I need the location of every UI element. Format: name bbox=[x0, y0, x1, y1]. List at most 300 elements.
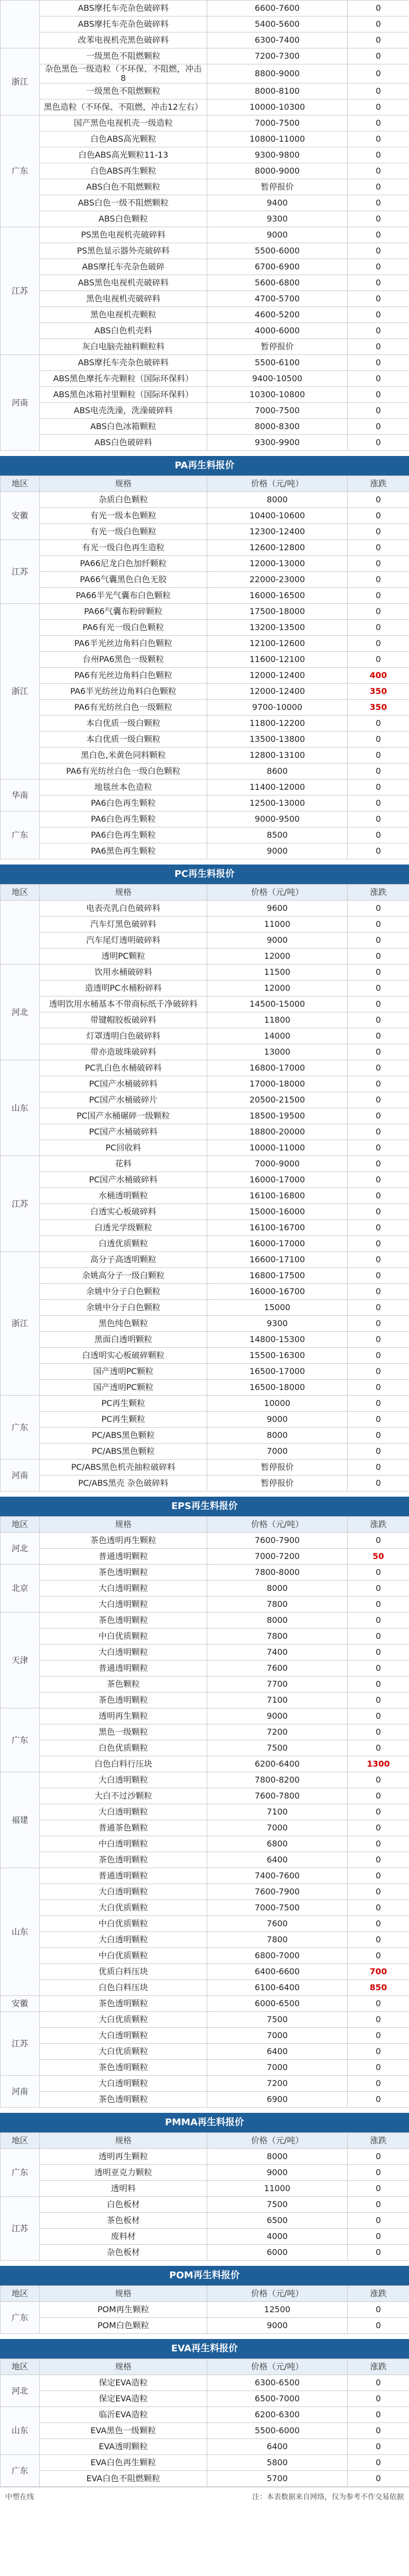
price-cell: 12500 bbox=[207, 2302, 348, 2318]
change-cell: 0 bbox=[348, 1444, 409, 1460]
price-table bbox=[0, 1516, 409, 2108]
price-section bbox=[0, 859, 409, 1492]
change-cell: 0 bbox=[348, 339, 409, 355]
table-row bbox=[1, 1884, 409, 1900]
table-row bbox=[1, 1660, 409, 1676]
price-cell: 7800 bbox=[207, 1932, 348, 1948]
spec-cell: 余姚中分子白色颗粒 bbox=[40, 1300, 207, 1316]
table-row bbox=[1, 2407, 409, 2423]
price-cell: 7600-7900 bbox=[207, 1884, 348, 1900]
spec-cell: 茶色透明颗粒 bbox=[40, 1852, 207, 1868]
spec-cell: 杂色板材 bbox=[40, 2245, 207, 2261]
spec-cell: 临沂EVA造粒 bbox=[40, 2407, 207, 2423]
change-cell: 0 bbox=[348, 2012, 409, 2028]
table-row bbox=[1, 323, 409, 339]
section-gap bbox=[0, 2108, 409, 2113]
spec-cell: PA66气囊黑色白色无胶 bbox=[40, 572, 207, 588]
price-table bbox=[0, 2359, 409, 2487]
change-cell: 0 bbox=[348, 1708, 409, 1724]
table-row bbox=[1, 764, 409, 779]
spec-cell: 透明饮用水桶基本不带商标纸千净破碎料 bbox=[40, 996, 207, 1012]
spec-cell: 汽车灯黑色破碎料 bbox=[40, 917, 207, 933]
price-cell: 11000 bbox=[207, 2181, 348, 2197]
section-title: PA再生料报价 bbox=[0, 456, 409, 476]
spec-cell: 大白透明颗粒 bbox=[40, 1645, 207, 1660]
price-cell: 17500-18000 bbox=[207, 604, 348, 620]
spec-cell: 普通透明颗粒 bbox=[40, 1660, 207, 1676]
header-region: 地区 bbox=[1, 2359, 40, 2375]
header-spec: 规格 bbox=[40, 1517, 207, 1533]
price-cell: 暂停报价 bbox=[207, 1460, 348, 1476]
change-cell: 0 bbox=[348, 1676, 409, 1692]
change-cell: 0 bbox=[348, 1916, 409, 1932]
change-cell: 0 bbox=[348, 843, 409, 859]
change-cell: 0 bbox=[348, 716, 409, 732]
price-cell: 11800-12200 bbox=[207, 716, 348, 732]
spec-cell: 国产透明PC颗粒 bbox=[40, 1364, 207, 1380]
change-cell: 0 bbox=[348, 588, 409, 604]
table-row bbox=[1, 620, 409, 636]
table-row bbox=[1, 1708, 409, 1724]
price-cell: 4600-5200 bbox=[207, 307, 348, 323]
table-row bbox=[1, 2375, 409, 2391]
price-cell: 14000 bbox=[207, 1028, 348, 1044]
change-cell: 0 bbox=[348, 1533, 409, 1549]
spec-cell: PC/ABS黑色颗粒 bbox=[40, 1428, 207, 1444]
change-cell: 0 bbox=[348, 1060, 409, 1076]
price-cell: 7500 bbox=[207, 1740, 348, 1756]
spec-cell: 白透光学级颗粒 bbox=[40, 1220, 207, 1236]
price-cell: 9300-9900 bbox=[207, 435, 348, 451]
price-cell: 5400-5600 bbox=[207, 16, 348, 32]
price-cell: 7600 bbox=[207, 1916, 348, 1932]
spec-cell: PA6有光丝边角料白色颗粒 bbox=[40, 668, 207, 684]
region-cell: 广东 bbox=[1, 2149, 40, 2197]
change-cell: 0 bbox=[348, 964, 409, 980]
change-cell: 0 bbox=[348, 2213, 409, 2229]
price-cell: 16600-17100 bbox=[207, 1252, 348, 1268]
price-cell: 10000 bbox=[207, 1396, 348, 1412]
price-cell: 7500 bbox=[207, 2012, 348, 2028]
change-cell: 0 bbox=[348, 99, 409, 115]
table-row bbox=[1, 2060, 409, 2076]
price-cell: 7400 bbox=[207, 1645, 348, 1660]
change-cell: 400 bbox=[348, 668, 409, 684]
spec-cell: 白色优质颗粒 bbox=[40, 1740, 207, 1756]
spec-cell: ABS黑色摩托车壳颗粒（国际环保料） bbox=[40, 371, 207, 387]
change-cell: 0 bbox=[348, 1836, 409, 1852]
table-row bbox=[1, 1444, 409, 1460]
table-row bbox=[1, 1380, 409, 1396]
change-cell: 0 bbox=[348, 1284, 409, 1300]
table-row bbox=[1, 2455, 409, 2471]
spec-cell: 有光一级白色颗粒 bbox=[40, 524, 207, 540]
table-row bbox=[1, 131, 409, 147]
table-row bbox=[1, 307, 409, 323]
price-cell: 8500 bbox=[207, 827, 348, 843]
spec-cell: 余姚中分子白色颗粒 bbox=[40, 1284, 207, 1300]
header-change: 涨跌 bbox=[348, 1517, 409, 1533]
table-row bbox=[1, 508, 409, 524]
table-row bbox=[1, 403, 409, 419]
region-cell: 河南 bbox=[1, 355, 40, 451]
header-region: 地区 bbox=[1, 885, 40, 901]
section-gap bbox=[0, 1492, 409, 1497]
table-row bbox=[1, 2149, 409, 2165]
table-row bbox=[1, 1629, 409, 1645]
table-row bbox=[1, 1836, 409, 1852]
price-cell: 6400 bbox=[207, 2439, 348, 2455]
table-row bbox=[1, 163, 409, 179]
change-cell: 0 bbox=[348, 32, 409, 48]
price-cell: 7800 bbox=[207, 1597, 348, 1613]
spec-cell: 带亦造玻珠破碎料 bbox=[40, 1044, 207, 1060]
table-row bbox=[1, 1916, 409, 1932]
spec-cell: 黑色造粒（不环保、不阻燃，冲击12左右） bbox=[40, 99, 207, 115]
table-row bbox=[1, 227, 409, 243]
region-cell: 江苏 bbox=[1, 540, 40, 604]
table-row bbox=[1, 1964, 409, 1980]
page-footer bbox=[0, 2487, 409, 2506]
change-cell: 0 bbox=[348, 933, 409, 948]
change-cell: 0 bbox=[348, 795, 409, 811]
spec-cell: 白色板材 bbox=[40, 2197, 207, 2213]
price-cell: 18800-20000 bbox=[207, 1124, 348, 1140]
change-cell: 0 bbox=[348, 1268, 409, 1284]
table-row bbox=[1, 1948, 409, 1964]
change-cell: 0 bbox=[348, 1012, 409, 1028]
spec-cell: 普通透明颗粒 bbox=[40, 1549, 207, 1565]
change-cell: 0 bbox=[348, 2391, 409, 2407]
change-cell: 0 bbox=[348, 827, 409, 843]
change-cell: 0 bbox=[348, 1028, 409, 1044]
header-price: 价格（元/吨） bbox=[207, 2286, 348, 2302]
spec-cell: 中白优质颗粒 bbox=[40, 1629, 207, 1645]
table-row bbox=[1, 291, 409, 307]
price-section bbox=[0, 0, 409, 451]
price-table bbox=[0, 2132, 409, 2261]
price-cell: 13500-13800 bbox=[207, 732, 348, 748]
price-cell: 6100-6400 bbox=[207, 1980, 348, 1996]
price-cell: 11000 bbox=[207, 917, 348, 933]
spec-cell: PC/ABS黑色颗粒 bbox=[40, 1444, 207, 1460]
header-price: 价格（元/吨） bbox=[207, 2359, 348, 2375]
spec-cell: PA66气囊布粉碎颗粒 bbox=[40, 604, 207, 620]
price-cell: 11800 bbox=[207, 1012, 348, 1028]
price-cell: 4000-6000 bbox=[207, 323, 348, 339]
change-cell: 0 bbox=[348, 2302, 409, 2318]
spec-cell: 花料 bbox=[40, 1156, 207, 1172]
table-row bbox=[1, 917, 409, 933]
header-change: 涨跌 bbox=[348, 885, 409, 901]
change-cell: 0 bbox=[348, 1220, 409, 1236]
spec-cell: ABS黑色电视机壳破碎料 bbox=[40, 275, 207, 291]
change-cell: 0 bbox=[348, 2028, 409, 2044]
change-cell: 0 bbox=[348, 1204, 409, 1220]
region-cell: 广东 bbox=[1, 811, 40, 859]
spec-cell: EVA白色再生颗粒 bbox=[40, 2455, 207, 2471]
region-cell: 天津 bbox=[1, 1613, 40, 1708]
spec-cell: PC国产水桶破碎料 bbox=[40, 1076, 207, 1092]
change-cell: 0 bbox=[348, 732, 409, 748]
spec-cell: 中白透明颗粒 bbox=[40, 1836, 207, 1852]
table-row bbox=[1, 540, 409, 556]
spec-cell: 本白优质一级白颗粒 bbox=[40, 716, 207, 732]
header-spec: 规格 bbox=[40, 476, 207, 492]
spec-cell: PC回收料 bbox=[40, 1140, 207, 1156]
table-row bbox=[1, 2181, 409, 2197]
table-row bbox=[1, 1692, 409, 1708]
table-row bbox=[1, 2012, 409, 2028]
region-cell: 安徽 bbox=[1, 1996, 40, 2012]
region-cell: 广东 bbox=[1, 115, 40, 227]
change-cell: 0 bbox=[348, 2471, 409, 2487]
price-cell: 16800-17500 bbox=[207, 1268, 348, 1284]
price-cell: 15000-16000 bbox=[207, 1204, 348, 1220]
footer-note: 注：本表数据来自网络，仅为参考不作交易依据 bbox=[252, 2493, 404, 2501]
spec-cell: 白色ABS高光颗粒 bbox=[40, 131, 207, 147]
table-row bbox=[1, 1156, 409, 1172]
change-cell: 0 bbox=[348, 275, 409, 291]
change-cell: 0 bbox=[348, 1076, 409, 1092]
change-cell: 0 bbox=[348, 2439, 409, 2455]
spec-cell: 电表壳乳白色破碎料 bbox=[40, 901, 207, 917]
table-row bbox=[1, 275, 409, 291]
table-row bbox=[1, 779, 409, 795]
price-cell: 13200-13500 bbox=[207, 620, 348, 636]
price-cell: 12000-12400 bbox=[207, 684, 348, 700]
table-row bbox=[1, 1284, 409, 1300]
price-cell: 7800 bbox=[207, 1629, 348, 1645]
region-cell: 河北 bbox=[1, 2375, 40, 2407]
change-cell: 0 bbox=[348, 1900, 409, 1916]
spec-cell: PA6白色再生颗粒 bbox=[40, 795, 207, 811]
spec-cell: PA6白色再生颗粒 bbox=[40, 811, 207, 827]
change-cell: 0 bbox=[348, 1852, 409, 1868]
table-row bbox=[1, 1980, 409, 1996]
change-cell: 0 bbox=[348, 2076, 409, 2092]
spec-cell: PA6黑色再生颗粒 bbox=[40, 843, 207, 859]
table-row bbox=[1, 435, 409, 451]
change-cell: 0 bbox=[348, 948, 409, 964]
price-cell: 7000-7500 bbox=[207, 1900, 348, 1916]
table-row bbox=[1, 2092, 409, 2108]
table-row bbox=[1, 147, 409, 163]
change-cell: 0 bbox=[348, 556, 409, 572]
price-cell: 15000 bbox=[207, 1300, 348, 1316]
section-title: EVA再生料报价 bbox=[0, 2339, 409, 2359]
region-cell: 山东 bbox=[1, 1060, 40, 1156]
table-row bbox=[1, 1549, 409, 1565]
change-cell: 0 bbox=[348, 1565, 409, 1581]
price-cell: 10300-10800 bbox=[207, 387, 348, 403]
change-cell: 0 bbox=[348, 1332, 409, 1348]
spec-cell: ABS摩托车壳杂色破碎 bbox=[40, 259, 207, 275]
price-cell: 8000 bbox=[207, 492, 348, 508]
change-cell: 0 bbox=[348, 2455, 409, 2471]
price-cell: 7100 bbox=[207, 1804, 348, 1820]
price-cell: 8800-9000 bbox=[207, 64, 348, 83]
price-cell: 7800-8000 bbox=[207, 1565, 348, 1581]
price-cell: 15500-16300 bbox=[207, 1348, 348, 1364]
change-cell: 0 bbox=[348, 779, 409, 795]
change-cell: 0 bbox=[348, 1772, 409, 1788]
table-header-row bbox=[1, 2133, 409, 2149]
spec-cell: 大白透明颗粒 bbox=[40, 1772, 207, 1788]
price-cell: 9000 bbox=[207, 227, 348, 243]
table-row bbox=[1, 1581, 409, 1597]
table-row bbox=[1, 588, 409, 604]
change-cell: 0 bbox=[348, 1460, 409, 1476]
spec-cell: 透明料 bbox=[40, 2181, 207, 2197]
section-gap bbox=[0, 859, 409, 865]
change-cell: 0 bbox=[348, 1380, 409, 1396]
table-row bbox=[1, 1788, 409, 1804]
spec-cell: PS黑色电视机壳破碎料 bbox=[40, 227, 207, 243]
change-cell: 0 bbox=[348, 1788, 409, 1804]
spec-cell: 台州PA6黑色一级颗粒 bbox=[40, 652, 207, 668]
price-cell: 11400-12000 bbox=[207, 779, 348, 795]
table-row bbox=[1, 827, 409, 843]
region-cell: 浙江 bbox=[1, 1252, 40, 1396]
price-cell: 5800 bbox=[207, 2455, 348, 2471]
change-cell: 0 bbox=[348, 1364, 409, 1380]
change-cell: 0 bbox=[348, 2060, 409, 2076]
table-row bbox=[1, 980, 409, 996]
spec-cell: 黑面白透明颗粒 bbox=[40, 1332, 207, 1348]
region-cell: 山东 bbox=[1, 1868, 40, 1996]
spec-cell: ABS白色冰箱颗粒 bbox=[40, 419, 207, 435]
table-row bbox=[1, 243, 409, 259]
spec-cell: 黑色电视机壳破碎料 bbox=[40, 291, 207, 307]
change-cell: 0 bbox=[348, 1884, 409, 1900]
table-row bbox=[1, 1060, 409, 1076]
price-cell: 9700-10000 bbox=[207, 700, 348, 716]
table-header-row bbox=[1, 476, 409, 492]
table-row bbox=[1, 1428, 409, 1444]
table-row bbox=[1, 2028, 409, 2044]
table-header-row bbox=[1, 2286, 409, 2302]
change-cell: 0 bbox=[348, 1252, 409, 1268]
price-cell: 7200-7300 bbox=[207, 48, 348, 64]
price-cell: 7700 bbox=[207, 1676, 348, 1692]
spec-cell: EVA白色不阻燃颗粒 bbox=[40, 2471, 207, 2487]
change-cell: 0 bbox=[348, 16, 409, 32]
table-row bbox=[1, 996, 409, 1012]
table-row bbox=[1, 211, 409, 227]
spec-cell: 杂质白色颗粒 bbox=[40, 492, 207, 508]
spec-cell: 茶色透明颗粒 bbox=[40, 2060, 207, 2076]
spec-cell: 有光一级白色再生造粒 bbox=[40, 540, 207, 556]
change-cell: 0 bbox=[348, 1740, 409, 1756]
change-cell: 0 bbox=[348, 1156, 409, 1172]
price-section bbox=[0, 2334, 409, 2487]
spec-cell: EVA黑色一级颗粒 bbox=[40, 2423, 207, 2439]
price-cell: 18500-19500 bbox=[207, 1108, 348, 1124]
region-cell: 华南 bbox=[1, 779, 40, 811]
table-row bbox=[1, 83, 409, 99]
price-cell: 9300 bbox=[207, 211, 348, 227]
spec-cell: 大白优质颗粒 bbox=[40, 2012, 207, 2028]
spec-cell: EVA透明颗粒 bbox=[40, 2439, 207, 2455]
spec-cell: PC国产水桶破碎料 bbox=[40, 1172, 207, 1188]
change-cell: 0 bbox=[348, 1236, 409, 1252]
price-cell: 9000-9500 bbox=[207, 811, 348, 827]
change-cell: 0 bbox=[348, 419, 409, 435]
spec-cell: ABS电壳洗澡，洗澡破碎料 bbox=[40, 403, 207, 419]
table-row bbox=[1, 1252, 409, 1268]
spec-cell: PA6半光丝边角料白色颗粒 bbox=[40, 636, 207, 652]
header-price: 价格（元/吨） bbox=[207, 885, 348, 901]
spec-cell: 中白优质颗粒 bbox=[40, 1916, 207, 1932]
price-cell: 8000-8300 bbox=[207, 419, 348, 435]
price-cell: 5700 bbox=[207, 2471, 348, 2487]
spec-cell: 大白优质颗粒 bbox=[40, 1900, 207, 1916]
spec-cell: 改苯电视机壳黑色破碎料 bbox=[40, 32, 207, 48]
table-row bbox=[1, 1236, 409, 1252]
spec-cell: 高分子高透明颗粒 bbox=[40, 1252, 207, 1268]
price-cell: 6200-6300 bbox=[207, 2407, 348, 2423]
change-cell: 0 bbox=[348, 1868, 409, 1884]
change-cell: 0 bbox=[348, 291, 409, 307]
spec-cell: 黑白色,米黄色同料颗粒 bbox=[40, 748, 207, 764]
spec-cell: 灰白电脑壳抽料颗粒料 bbox=[40, 339, 207, 355]
price-cell: 12500-13000 bbox=[207, 795, 348, 811]
spec-cell: 茶色透明颗粒 bbox=[40, 1613, 207, 1629]
price-cell: 9000 bbox=[207, 933, 348, 948]
change-cell: 0 bbox=[348, 83, 409, 99]
change-cell: 0 bbox=[348, 1820, 409, 1836]
spec-cell: 茶色透明颗粒 bbox=[40, 1692, 207, 1708]
spec-cell: 造透明PC水桶粉碎料 bbox=[40, 980, 207, 996]
change-cell: 0 bbox=[348, 1476, 409, 1492]
change-cell: 0 bbox=[348, 2197, 409, 2213]
price-cell: 12100-12600 bbox=[207, 636, 348, 652]
change-cell: 0 bbox=[348, 540, 409, 556]
spec-cell: 透明PC颗粒 bbox=[40, 948, 207, 964]
table-row bbox=[1, 2044, 409, 2060]
spec-cell: 大白不过沙颗粒 bbox=[40, 1788, 207, 1804]
change-cell: 0 bbox=[348, 524, 409, 540]
table-row bbox=[1, 48, 409, 64]
change-cell: 0 bbox=[348, 2375, 409, 2391]
region-cell: 广东 bbox=[1, 1396, 40, 1460]
change-cell: 0 bbox=[348, 604, 409, 620]
change-cell: 0 bbox=[348, 211, 409, 227]
price-cell: 6300-6500 bbox=[207, 2375, 348, 2391]
price-cell: 5600-6800 bbox=[207, 275, 348, 291]
header-change: 涨跌 bbox=[348, 2133, 409, 2149]
table-row bbox=[1, 1188, 409, 1204]
change-cell: 0 bbox=[348, 227, 409, 243]
spec-cell: POM再生颗粒 bbox=[40, 2302, 207, 2318]
price-cell: 8000-8100 bbox=[207, 83, 348, 99]
table-row bbox=[1, 964, 409, 980]
section-title: EPS再生料报价 bbox=[0, 1497, 409, 1516]
region-cell: 江苏 bbox=[1, 2197, 40, 2261]
spec-cell: PC/ABS黑色机壳抽粒破碎料 bbox=[40, 1460, 207, 1476]
price-cell: 4000 bbox=[207, 2229, 348, 2245]
price-cell: 12000-13000 bbox=[207, 556, 348, 572]
price-table bbox=[0, 2285, 409, 2334]
table-row bbox=[1, 2423, 409, 2439]
spec-cell: 茶色透明颗粒 bbox=[40, 2092, 207, 2108]
spec-cell: 饮用水桶破碎料 bbox=[40, 964, 207, 980]
change-cell: 0 bbox=[348, 1597, 409, 1613]
change-cell: 0 bbox=[348, 2245, 409, 2261]
change-cell: 850 bbox=[348, 1980, 409, 1996]
table-row bbox=[1, 2165, 409, 2181]
